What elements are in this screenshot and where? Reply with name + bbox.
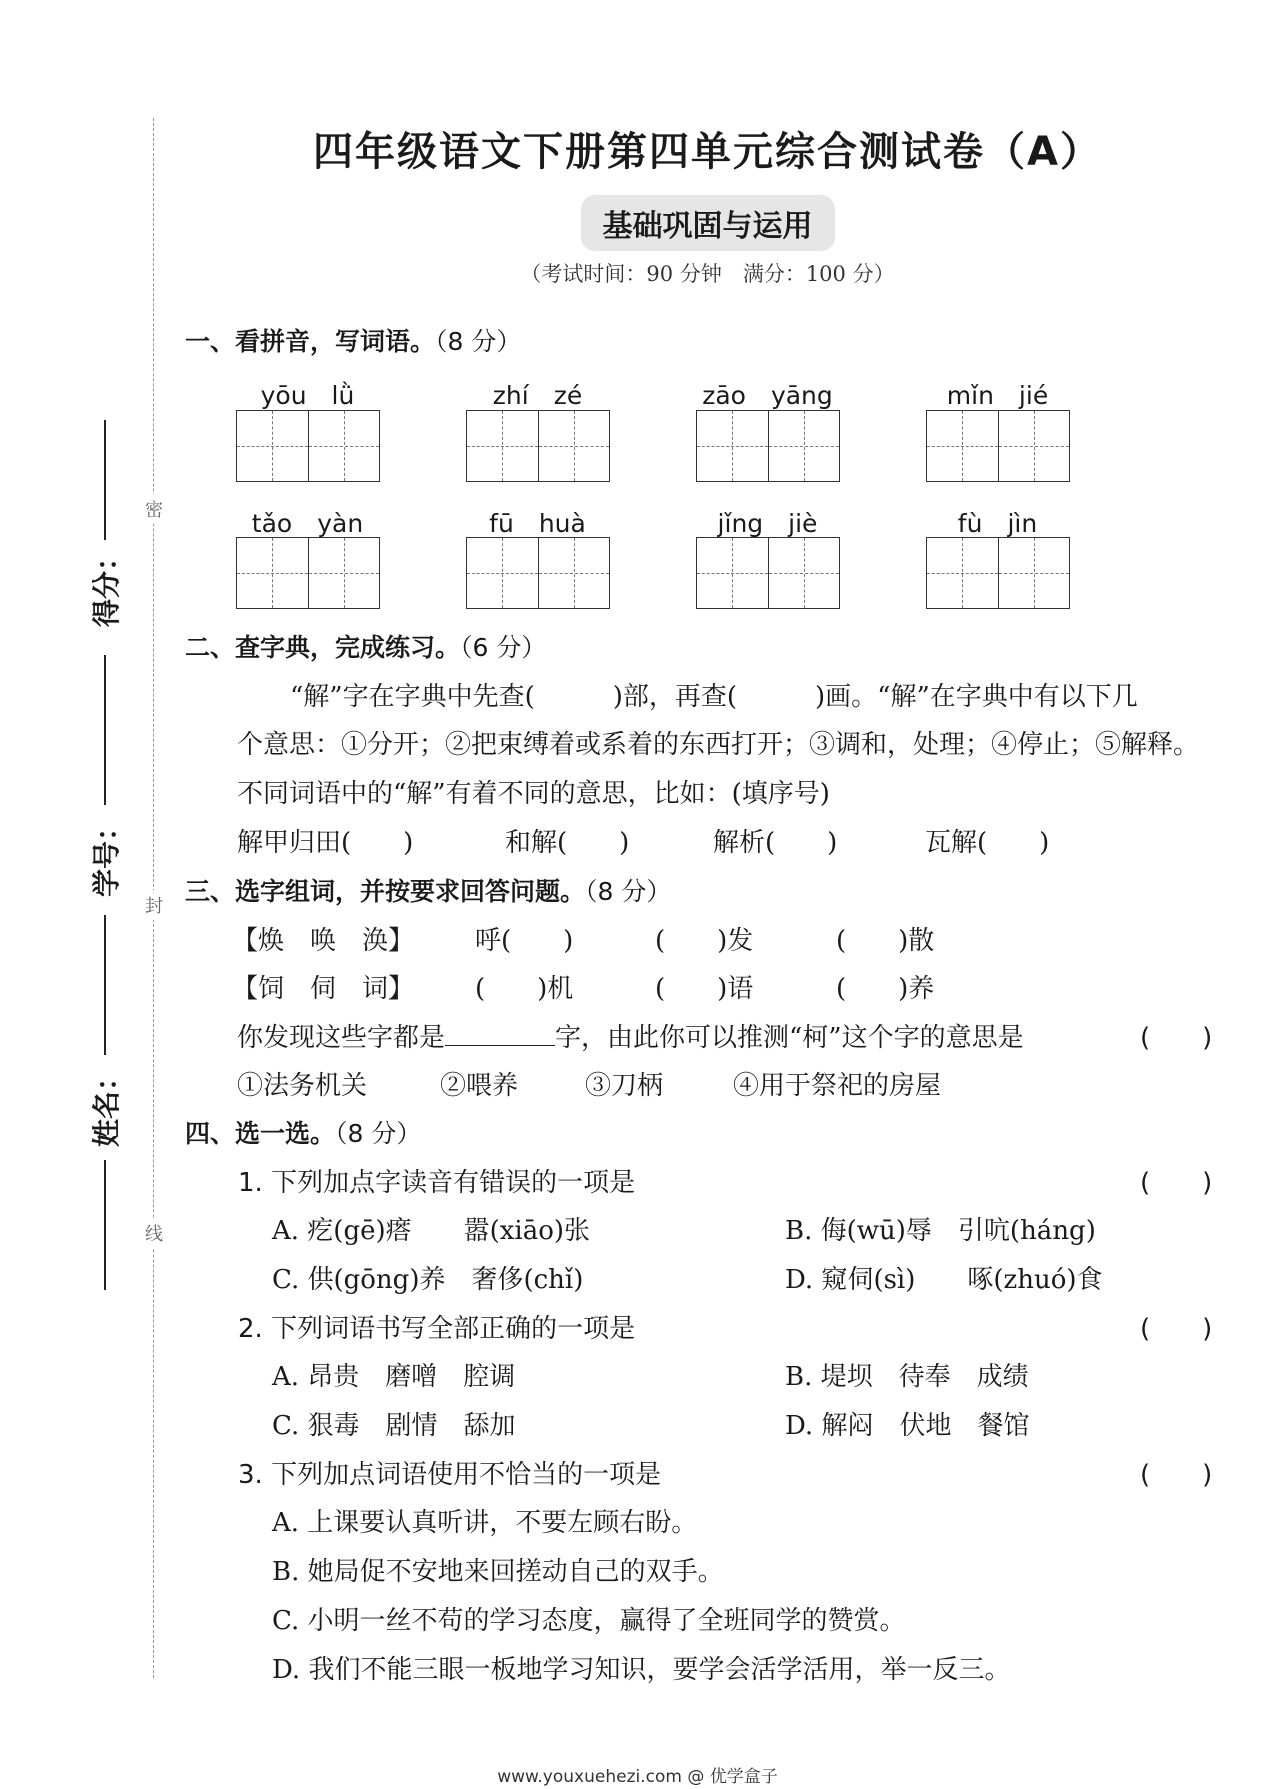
pinyin-3: zāo yāng — [702, 381, 833, 410]
tianzi-box-1[interactable] — [236, 410, 380, 482]
group1-blank-2[interactable]: ( )发 — [655, 926, 754, 956]
section3-question — [237, 1017, 1024, 1054]
pinyin-7: jǐng jiè — [717, 509, 818, 538]
char-group-1: 【焕 唤 涣】 — [232, 926, 415, 956]
pinyin-5: tǎo yàn — [251, 509, 364, 538]
subtitle: 基础巩固与运用 — [581, 195, 835, 251]
radical-blank[interactable] — [445, 1023, 555, 1046]
student-id-label: 学号： — [89, 812, 123, 898]
q3-option-a[interactable]: A. 上课要认真听讲，不要左顾右盼。 — [272, 1508, 698, 1538]
section1-heading — [185, 322, 521, 358]
q3-option-b[interactable]: B. 她局促不安地来回搓动自己的双手。 — [272, 1557, 724, 1587]
student-id-field — [60, 812, 150, 898]
ke-option-4: ④用于祭祀的房屋 — [733, 1071, 942, 1101]
section2-line3: 不同词语中的“解”有着不同的意思，比如：(填序号) — [237, 779, 830, 809]
section2-line1: “解”字在字典中先查( )部，再查( )画。“解”在字典中有以下几 — [290, 682, 1138, 712]
seal-char-mi: 密 — [145, 494, 163, 524]
jie-item-3[interactable]: 解析( ) — [713, 828, 838, 858]
q3-option-d[interactable]: D. 我们不能三眼一板地学习知识，要学会活学活用，举一反三。 — [272, 1655, 1011, 1685]
q2-option-a[interactable]: A. 昂贵 磨噌 腔调 — [272, 1362, 516, 1392]
name-write-line[interactable] — [104, 915, 106, 1055]
tianzi-box-8[interactable] — [926, 537, 1070, 609]
q1-stem: 1. 下列加点字读音有错误的一项是 — [238, 1168, 636, 1198]
q1-answer-paren[interactable]: ( ) — [1140, 1168, 1213, 1198]
tianzi-box-2[interactable] — [466, 410, 610, 482]
q2-option-c[interactable]: C. 狠毒 剧情 舔加 — [272, 1411, 516, 1441]
char-group-2: 【饲 伺 词】 — [232, 974, 415, 1004]
pinyin-2: zhí zé — [492, 381, 583, 410]
q3-option-c[interactable]: C. 小明一丝不苟的学习态度，赢得了全班同学的赞赏。 — [272, 1606, 906, 1636]
section3-answer-paren[interactable]: ( ) — [1140, 1023, 1213, 1053]
section2-title: 二、查字典，完成练习。 — [185, 633, 461, 662]
score-field — [60, 542, 150, 628]
section3-points: （8 分） — [585, 877, 672, 906]
name-field — [60, 1062, 150, 1148]
subtitle-wrap — [0, 195, 1275, 251]
jie-item-2[interactable]: 和解( ) — [505, 828, 630, 858]
section3-heading — [185, 872, 671, 908]
ke-option-1: ①法务机关 — [237, 1071, 368, 1101]
section4-heading — [185, 1114, 421, 1150]
extra-write-line — [104, 1160, 106, 1290]
tianzi-box-4[interactable] — [926, 410, 1070, 482]
jie-item-4[interactable]: 瓦解( ) — [925, 828, 1050, 858]
section2-points: （6 分） — [460, 633, 547, 662]
section4-title: 四、选一选。 — [185, 1119, 336, 1148]
section3-question-a: 你发现这些字都是 — [237, 1023, 446, 1053]
q2-answer-paren[interactable]: ( ) — [1140, 1314, 1213, 1344]
score-write-line[interactable] — [104, 420, 106, 540]
ke-option-2: ②喂养 — [440, 1071, 519, 1101]
score-label: 得分： — [89, 542, 123, 628]
section1-points: （8 分） — [435, 327, 522, 356]
jie-item-1[interactable]: 解甲归田( ) — [237, 828, 414, 858]
pinyin-4: mǐn jié — [946, 381, 1049, 410]
q1-option-d[interactable]: D. 窥伺(sì) 啄(zhuó)食 — [785, 1265, 1103, 1295]
tianzi-box-5[interactable] — [236, 537, 380, 609]
q2-option-b[interactable]: B. 堤坝 待奉 成绩 — [785, 1362, 1029, 1392]
tianzi-box-3[interactable] — [696, 410, 840, 482]
q3-stem: 3. 下列加点词语使用不恰当的一项是 — [238, 1460, 662, 1490]
section3-title: 三、选字组词，并按要求回答问题。 — [185, 877, 586, 906]
tianzi-box-7[interactable] — [696, 537, 840, 609]
exam-info: （考试时间：90 分钟 满分：100 分） — [520, 262, 895, 286]
q1-option-c[interactable]: C. 供(gōng)养 奢侈(chǐ) — [272, 1265, 584, 1295]
section4-points: （8 分） — [335, 1119, 422, 1148]
group2-blank-1[interactable]: ( )机 — [475, 974, 574, 1004]
student-id-write-line[interactable] — [104, 655, 106, 805]
section1-title: 一、看拼音，写词语。 — [185, 327, 436, 356]
footer-watermark: www.youxuehezi.com @ 优学盒子 — [497, 1767, 778, 1787]
section3-question-b: 字，由此你可以推测“柯”这个字的意思是 — [555, 1023, 1024, 1053]
q2-stem: 2. 下列词语书写全部正确的一项是 — [238, 1314, 636, 1344]
seal-char-feng: 封 — [145, 890, 163, 920]
name-label: 姓名： — [89, 1062, 123, 1148]
pinyin-8: fù jìn — [957, 509, 1038, 538]
ke-option-3: ③刀柄 — [585, 1071, 664, 1101]
pinyin-1: yōu lǜ — [260, 381, 355, 410]
section2-line2: 个意思：①分开；②把束缚着或系着的东西打开；③调和，处理；④停止；⑤解释。 — [237, 730, 1200, 760]
q1-option-a[interactable]: A. 疙(gē)瘩 嚣(xiāo)张 — [272, 1216, 591, 1246]
q3-answer-paren[interactable]: ( ) — [1140, 1460, 1213, 1490]
group2-blank-2[interactable]: ( )语 — [655, 974, 754, 1004]
tianzi-box-6[interactable] — [466, 537, 610, 609]
group1-blank-3[interactable]: ( )散 — [836, 926, 935, 956]
pinyin-6: fū huà — [489, 509, 586, 538]
seal-char-xian: 线 — [145, 1218, 163, 1248]
q1-option-b[interactable]: B. 侮(wū)辱 引吭(háng) — [785, 1216, 1096, 1246]
page-title: 四年级语文下册第四单元综合测试卷（A） — [313, 129, 1102, 175]
q2-option-d[interactable]: D. 解闷 伏地 餐馆 — [785, 1411, 1030, 1441]
group1-blank-1[interactable]: 呼( ) — [475, 926, 574, 956]
group2-blank-3[interactable]: ( )养 — [836, 974, 935, 1004]
section2-heading — [185, 628, 546, 664]
